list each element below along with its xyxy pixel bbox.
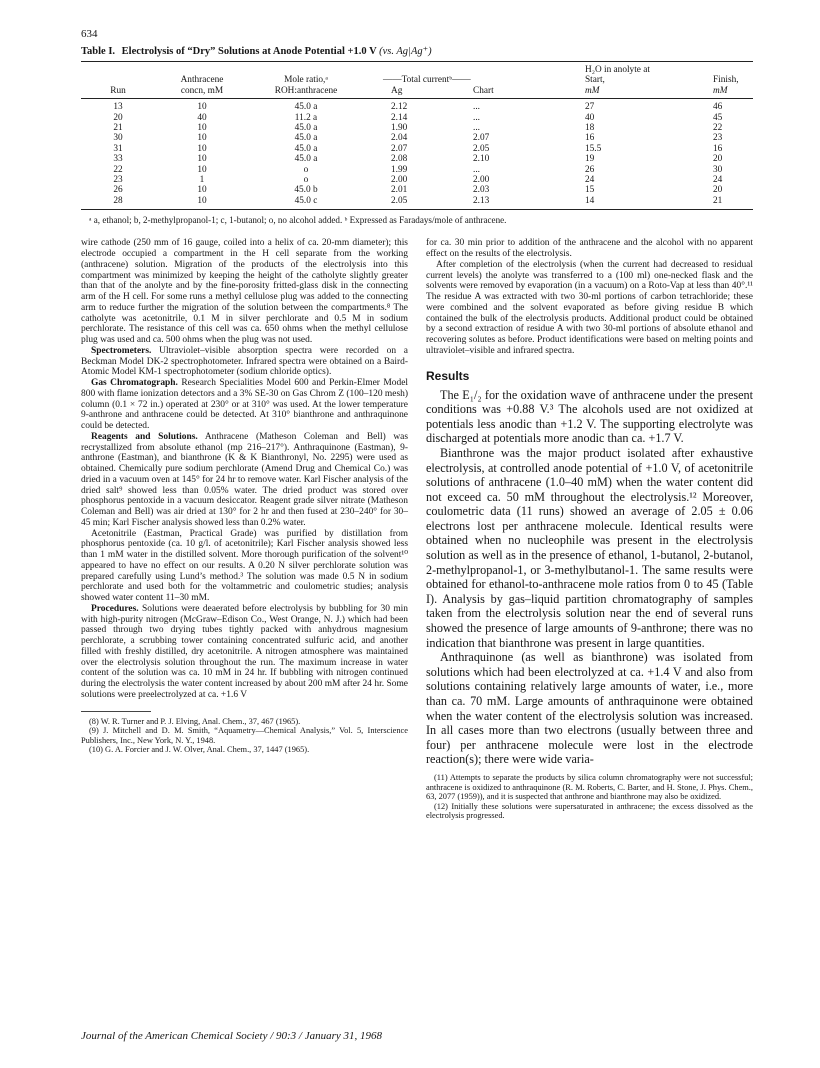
table-title-ref: (vs. Ag|Ag⁺): [379, 46, 432, 57]
cell-run: 21: [113, 123, 123, 134]
cell-mole: o: [303, 175, 309, 186]
footnote-10: (10) G. A. Forcier and J. W. Olver, Anal. Chem., 37, 1447 (1965).: [89, 745, 310, 755]
cell-run: 31: [113, 143, 123, 154]
cell-finish: 23: [713, 133, 723, 144]
cell-mole: 45.0 b: [294, 185, 318, 196]
table-row: [81, 154, 753, 164]
data-table: [81, 61, 753, 210]
cell-ag: 2.14: [391, 112, 408, 123]
cell-ag: 2.08: [391, 154, 408, 165]
results-body: [426, 388, 753, 767]
cell-chart: 2.13: [453, 196, 545, 210]
header-mole-1: Mole ratio,ᵃ: [284, 75, 328, 86]
table-row: [81, 196, 753, 210]
cell-ag: 2.12: [391, 102, 408, 113]
footnote-separator-left: [81, 711, 151, 712]
table-row: [81, 144, 753, 154]
header-chart: Chart: [453, 86, 545, 99]
cell-start: 14: [545, 196, 657, 210]
cell-chart: 2.10: [473, 154, 490, 165]
procedures-text: Solutions were deaerated before electrolysis by bubbling for 30 min with high-purity nitrogen (McGraw–Edison Co., West Orange, N. J.) which had been passed through two drying tubes tightly packed with anhydrous magnesium perchlorate, a scrubbing tower containing concentrated sulfuric acid, and another filled with freshly distilled, dry acetonitrile. A nitrogen atmosphere was maintained over the electrolysis solution throughout the run. The maximum increase in water content of the solution was ca. 10 mM in 24 hr. If bubbling with nitrogen continued during the electrolysis the water content increased by about 200 mM after 24 hr. Some solutions were preelectrolyzed at ca. +1.6 V: [81, 603, 409, 700]
cell-anth: 10: [197, 164, 207, 175]
footnote-11: (11) Attempts to separate the products by silica column chromatography were not successful; anthracene is oxidized to anthraquinone (R. M. Roberts, C. Barter, and H. Stone, J. Phys. Chem., 63, 2077 (1959)), and it is suspected that anthrone and bianthrone may also be oxidized.: [426, 772, 753, 802]
header-start-2: mM: [545, 86, 657, 99]
table-row: [81, 99, 753, 113]
cell-start: 15.5: [585, 143, 602, 154]
cell-start: 18: [585, 123, 595, 134]
cell-mole: 45.0 a: [294, 123, 318, 134]
header-run: Run: [81, 86, 155, 99]
results-paragraph-3: Anthraquinone (as well as bianthrone) was isolated from solutions which had been electrolyzed at ca. +1.4 V and also from solutions containing relatively large amounts of water, i.e., more than ca. 70 mM. Large amounts of anthraquinone were obtained when the water content of the electrolysis solution was increased. In all cases more than two electrons (usually between three and four) per anthracene molecule were lost in the electrode reaction(s); there were wide varia-: [426, 650, 753, 767]
cell-run: 28: [81, 196, 155, 210]
table-row: [81, 133, 753, 143]
cell-start: 16: [585, 133, 595, 144]
header-anthracene-1: Anthracene: [180, 75, 224, 86]
cell-run: 26: [113, 185, 123, 196]
spectrometers-heading: Spectrometers.: [91, 345, 152, 356]
cell-ag: 2.05: [363, 196, 453, 210]
cell-mole: 45.0 a: [294, 154, 318, 165]
table-row: [81, 165, 753, 175]
right-column: [426, 238, 753, 821]
table-footnote: ᵃ a, ethanol; b, 2-methylpropanol-1; c, 1-butanol; o, no alcohol added. ᵇ Expressed as Faradays/mole of anthracene.: [89, 215, 507, 226]
gas-chromatograph-paragraph: [81, 378, 408, 432]
table-row: [81, 123, 753, 133]
header-ag: Ag: [363, 86, 453, 99]
spectrometers-paragraph: [81, 346, 408, 378]
left-footnotes: [81, 717, 408, 755]
cell-finish: 22: [713, 123, 723, 134]
cell-ag: 2.01: [391, 185, 408, 196]
cell-anth: 10: [197, 102, 207, 113]
cell-start: 26: [585, 164, 595, 175]
cell-finish: 30: [713, 164, 723, 175]
footnote-8: (8) W. R. Turner and P. J. Elving, Anal. Chem., 37, 467 (1965).: [89, 716, 301, 726]
reagents-heading: Reagents and Solutions.: [91, 431, 198, 442]
left-column: [81, 238, 408, 821]
results-paragraph-2: Bianthrone was the major product isolated after exhaustive electrolysis, at controlled anode potential of +1.0 V, of acetonitrile solutions of anthracene (1.0–40 mM) when the water content did not exceed ca. 50 mM throughout the electrolysis.¹² Moreover, coulometric data (11 runs) showed an average of 2.05 ± 0.06 electrons lost per anthracene molecule. Identical results were obtained when no nucleophile was present in the electrolysis solution as well as in the presence of ethanol, 1-butanol, 2-butanol, 2-methylpropanol-1, or 3-methylbutanol-1. The same results were obtained for ethanol-to-anthracene mole ratios from 0 to 45 (Table I). Analysis by gas–liquid partition chromatography of samples taken from the electrolysis solution near the end of several runs showed the presence of large amounts of 9-anthrone; there was no indication that bianthrone was present in large quantities.: [426, 445, 753, 650]
cell-run: 20: [113, 112, 123, 123]
table-body: [81, 99, 753, 210]
gas-chromatograph-heading: Gas Chromatograph.: [91, 378, 178, 389]
cell-start: 15: [585, 185, 595, 196]
procedures-heading: Procedures.: [91, 603, 139, 614]
results-paragraph-1: The E₁/₂ for the oxidation wave of anthracene under the present conditions was +0.88 V.³ The alcohols used are not oxidized at potentials less anodic than +1.2 V. The supporting electrolyte was discharged at potentials more anodic than ca. +1.7 V.: [426, 387, 753, 446]
cell-chart: ...: [473, 112, 480, 123]
results-heading: Results: [426, 368, 470, 383]
cell-finish: 24: [713, 175, 723, 186]
cell-chart: 2.05: [473, 143, 490, 154]
header-anthracene-2: concn, mM: [155, 86, 249, 99]
table-title: Electrolysis of “Dry” Solutions at Anode Potential +1.0 V: [121, 46, 377, 57]
cell-anth: 10: [197, 133, 207, 144]
cell-anth: 10: [155, 196, 249, 210]
cell-anth: 10: [197, 185, 207, 196]
cell-ag: 1.90: [391, 123, 408, 134]
cell-ag: 2.07: [391, 143, 408, 154]
acetonitrile-paragraph: Acetonitrile (Eastman, Practical Grade) was purified by distillation from phosphorus pentoxide (ca. 10 g/l. of acetonitrile); Karl Fischer analysis showed less than 1 mM water in the distilled solvent. More thorough purification of the solvent¹⁰ appeared to have no effect on our results. A 0.20 N silver perchlorate solution was prepared carefully using Lund’s method.³ The solution was made 0.5 N in sodium perchlorate and used both for the voltammetric and coulometric studies; analysis showed water content 11–30 mM.: [81, 528, 408, 604]
cell-mole: 45.0 c: [249, 196, 363, 210]
procedures-paragraph: [81, 604, 408, 701]
cell-run: 33: [113, 154, 123, 165]
right-paragraph-2: After completion of the electrolysis (when the current had decreased to residual current levels) the anolyte was transferred to a (100 ml) one-necked flask and the solvents were removed by evaporation (in a vacuum) on a Roto-Vap at less than 40°.¹¹ The residue A was extracted with two 30-ml portions of carbon tetrachloride; these were combined and the solvent evaporated as before giving residue B which contained the bulk of the electrolysis products. Additional product could be obtained by a second extraction of residue A with two 30-ml portions of absolute ethanol and recovering solutes as before. Product identifications were based on melting points and ultraviolet–visible and infrared spectra.: [426, 259, 753, 356]
cell-run: 30: [113, 133, 123, 144]
cell-start: 24: [585, 175, 595, 186]
cell-anth: 40: [197, 112, 207, 123]
right-footnotes: [426, 773, 753, 821]
cell-ag: 1.99: [391, 164, 408, 175]
cell-chart: ...: [473, 164, 480, 175]
table-row: [81, 175, 753, 185]
cell-finish: 20: [713, 185, 723, 196]
table-caption: [81, 45, 753, 57]
cell-chart: ...: [473, 123, 480, 134]
reagents-text: Anthracene (Matheson Coleman and Bell) was recrystallized from absolute ethanol (mp 216–217°). Anthraquinone (Eastman), 9-anthrone (Eastman), and bianthrone (K & K Bianthronyl, No. 2295) were used as obtained. Chemically pure sodium perchlorate (Amend Drug and Chemical Co.) was dried in a vacuum oven at 145° for 24 hr to remove water. Karl Fischer analysis of the dried salt⁹ showed less than 0.05% water. The dried product was stored over phosphorus pentoxide in a vacuum desiccator. Reagent grade silver nitrate (Matheson Coleman and Bell) was air dried at 130° for 2 hr and then fused at 230–240° for 30–45 min; Karl Fischer analysis showed less than 0.2% water.: [81, 431, 409, 528]
cell-start: 40: [585, 112, 595, 123]
cell-ag: 2.00: [391, 175, 408, 186]
table-row: [81, 185, 753, 195]
left-paragraph-1: wire cathode (250 mm of 16 gauge, coiled into a helix of ca. 20-mm diameter); this electrode occupied a compartment in the H cell separate from the working (anthracene) solution. Migration of the products of the electrolysis into this compartment was minimized by keeping the height of the catholyte slightly greater than that of the anolyte and by the fine-porosity fritted-glass disk in the connecting arm of the H cell. For some runs a methyl cellulose plug was added to the connecting arm to reduce further the migration of the solution between the compartments.⁸ The catholyte was acetonitrile, 0.1 M in silver perchlorate and 0.5 M in sodium perchlorate. The resistance of this cell was ca. 650 ohms when the methyl cellulose plug was used and ca. 500 ohms when the plug was not used.: [81, 238, 408, 346]
cell-chart: 2.03: [473, 185, 490, 196]
cell-anth: 10: [197, 123, 207, 134]
cell-finish: 20: [713, 154, 723, 165]
cell-run: 13: [113, 102, 123, 113]
cell-anth: 10: [197, 154, 207, 165]
cell-mole: 45.0 a: [294, 102, 318, 113]
header-start-1: Start,: [585, 75, 605, 86]
cell-anth: 1: [199, 175, 205, 186]
journal-footer: Journal of the American Chemical Society / 90:3 / January 31, 1968: [81, 1030, 383, 1042]
header-mole-2: ROH:anthracene: [249, 86, 363, 99]
right-paragraph-1: for ca. 30 min prior to addition of the anthracene and the alcohol with no apparent effect on the results of the electrolysis.: [426, 238, 753, 260]
cell-run: 22: [113, 164, 123, 175]
table-row: [81, 113, 753, 123]
cell-finish: 46: [713, 102, 723, 113]
cell-finish: 21: [657, 196, 753, 210]
gas-chromatograph-text: Research Specialities Model 600 and Perkin-Elmer Model 800 with flame ionization detectors and a 3% SE-30 on Gas Chrom Z (100–120 mesh) column (0.1 × 72 in.) operated at 230° or at 310° was used. At the lower temperature 9-anthrone and anthracene could be detected. At 310° bianthrone and anthraquinone could be detected.: [81, 378, 409, 432]
footnote-12: (12) Initially these solutions were supersaturated in anthracene; the excess dissolved as the electrolysis progressed.: [426, 801, 753, 821]
footnote-9: (9) J. Mitchell and D. M. Smith, “Aquametry—Chemical Analysis,” Vol. 5, Interscience Publishers, Inc., New York, N. Y., 1948.: [81, 726, 408, 745]
cell-start: 27: [585, 102, 595, 113]
cell-ag: 2.04: [391, 133, 408, 144]
cell-finish: 16: [713, 143, 723, 154]
cell-run: 23: [113, 175, 123, 186]
cell-mole: 11.2 a: [294, 112, 318, 123]
cell-chart: 2.07: [473, 133, 490, 144]
reagents-paragraph: [81, 432, 408, 529]
two-column-body: [81, 238, 753, 821]
header-finish-1: Finish,: [713, 75, 739, 86]
header-finish-2: mM: [657, 86, 753, 99]
spectrometers-text: Ultraviolet–visible absorption spectra were recorded on a Beckman Model DK-2 spectrophotometer. Infrared spectra were obtained on a Baird-Atomic Model KM-1 spectrophotometer (sodium chloride optics).: [81, 345, 408, 378]
h2o-group-header: H₂O in anolyte at: [545, 62, 753, 76]
cell-chart: 2.00: [473, 175, 490, 186]
cell-start: 19: [585, 154, 595, 165]
cell-mole: 45.0 a: [294, 133, 318, 144]
cell-chart: ...: [473, 102, 480, 113]
cell-mole: 45.0 a: [294, 143, 318, 154]
cell-mole: o: [303, 164, 309, 175]
table-label: Table I.: [81, 46, 116, 57]
total-current-header: ——Total currentᵇ——: [383, 75, 471, 86]
cell-anth: 10: [197, 143, 207, 154]
cell-finish: 45: [713, 112, 723, 123]
page-number: 634: [81, 28, 98, 40]
